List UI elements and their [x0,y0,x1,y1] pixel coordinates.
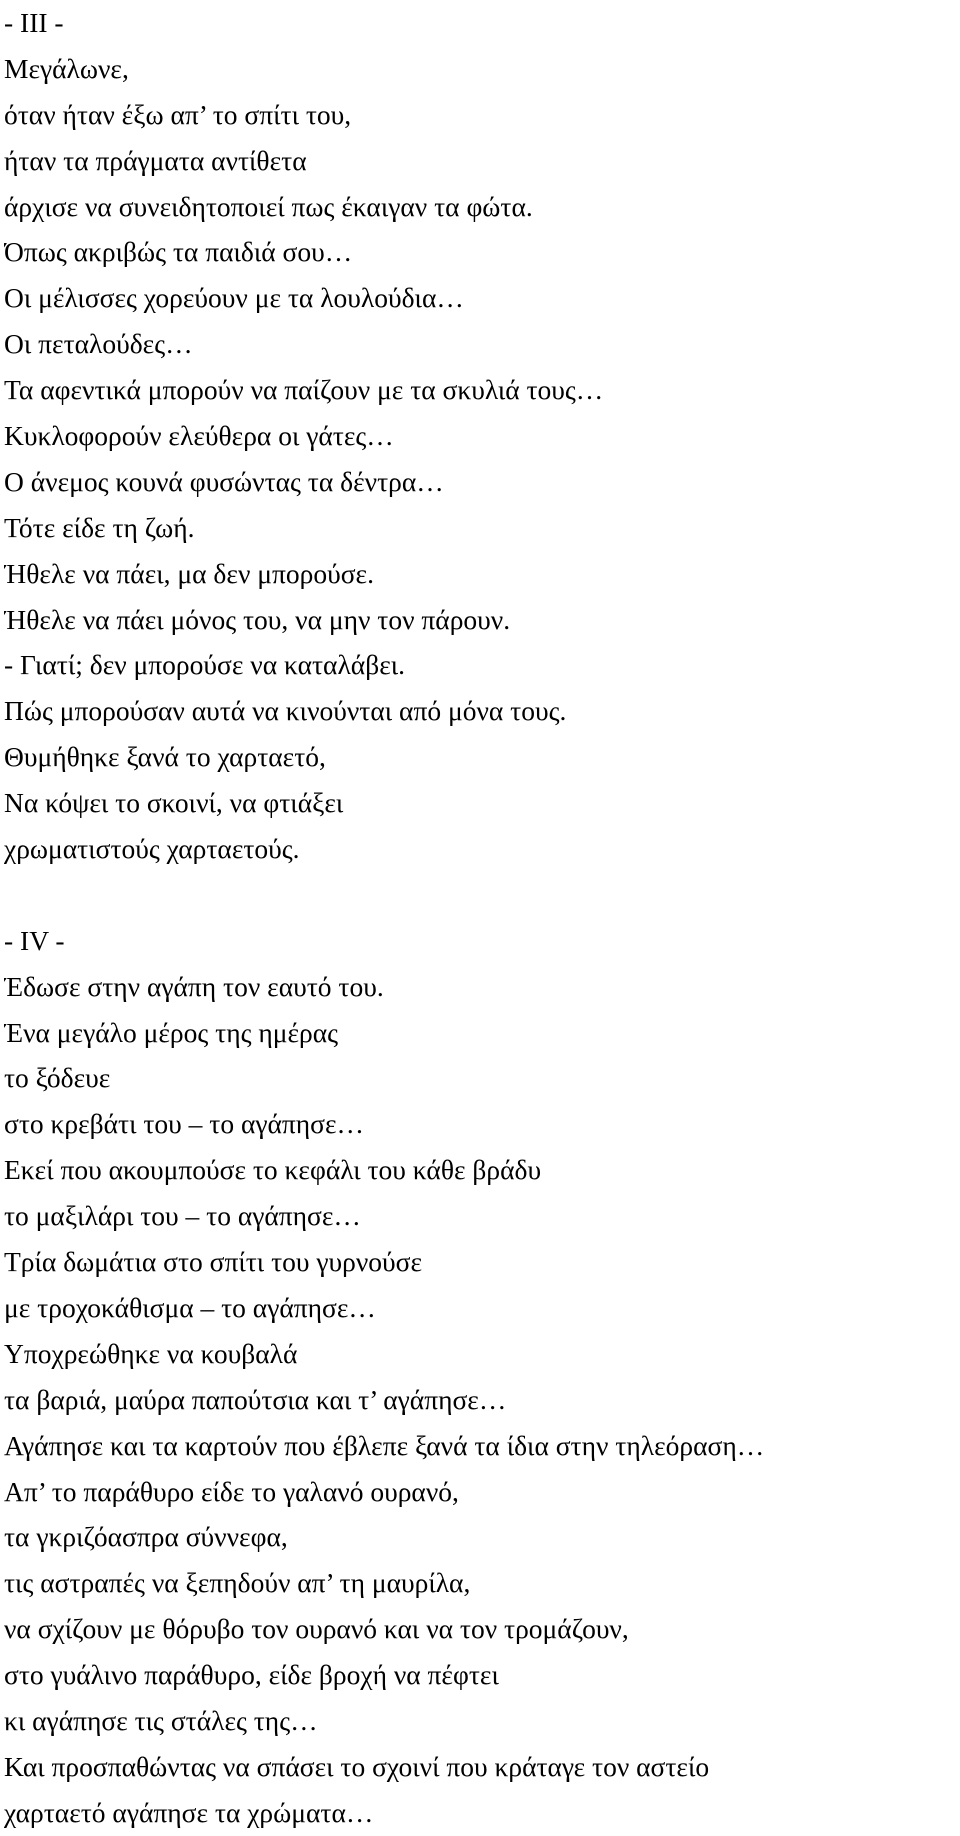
poem-line: Ήθελε να πάει μόνος του, να μην τον πάρουν. [4,603,511,635]
poem-line: τα βαριά, μαύρα παπούτσια και τ’ αγάπησε… [4,1383,507,1415]
poem-line: Ήθελε να πάει, μα δεν μπορούσε. [4,557,374,589]
poem-line: κι αγάπησε τις στάλες της… [4,1704,318,1736]
poem-line: τα γκριζόασπρα σύννεφα, [4,1521,288,1553]
poem-line: άρχισε να συνειδητοποιεί πως έκαιγαν τα φώτα. [4,190,533,222]
section-iii-heading: - III - [4,7,64,38]
poem-line: Να κόψει το σκοινί, να φτιάξει [4,787,344,819]
poem-line: Κυκλοφορούν ελεύθερα οι γάτες… [4,420,394,452]
poem-line: Απ’ το παράθυρο είδε το γαλανό ουρανό, [4,1475,459,1507]
poem-line: το μαξιλάρι του – το αγάπησε… [4,1200,361,1232]
poem-line: το ξόδευε [4,1062,111,1094]
stanza-gap [4,872,956,918]
poem-line: Ο άνεμος κουνά φυσώντας τα δέντρα… [4,465,444,497]
poem-line: τις αστραπές να ξεπηδούν απ’ τη μαυρίλα, [4,1567,471,1599]
poem-line: με τροχοκάθισμα – το αγάπησε… [4,1291,376,1323]
section-iv-heading: - IV - [4,924,65,956]
poem-line: Θυμήθηκε ξανά το χαρταετό, [4,741,326,773]
poem-line: Ένα μεγάλο μέρος της ημέρας [4,1016,339,1048]
poem-line: στο κρεβάτι του – το αγάπησε… [4,1108,365,1140]
poem-line: Τρία δωμάτια στο σπίτι του γυρνούσε [4,1246,423,1278]
poem-line: Υποχρεώθηκε να κουβαλά [4,1337,298,1369]
poem-line: όταν ήταν έξω απ’ το σπίτι του, [4,98,352,130]
poem-line: στο γυάλινο παράθυρο, είδε βροχή να πέφτει [4,1659,499,1691]
poem-line: Όπως ακριβώς τα παιδιά σου… [4,236,353,268]
poem-line: Πώς μπορούσαν αυτά να κινούνται από μόνα τους. [4,695,567,727]
poem-line: Τα αφεντικά μπορούν να παίζουν με τα σκυλιά τους… [4,374,604,406]
poem-line: ήταν τα πράγματα αντίθετα [4,144,307,176]
poem-line: Οι μέλισσες χορεύουν με τα λουλούδια… [4,282,464,314]
poem-line: Εκεί που ακουμπούσε το κεφάλι του κάθε βράδυ [4,1154,542,1186]
poem-line: Οι πεταλούδες… [4,328,193,360]
poem-line: να σχίζουν με θόρυβο τον ουρανό και να τον τρομάζουν, [4,1613,629,1645]
poem-line: χαρταετό αγάπησε τα χρώματα… [4,1796,374,1828]
poem-line: Αγάπησε και τα καρτούν που έβλεπε ξανά τα ίδια στην τηλεόραση… [4,1429,765,1461]
poem-line: Και προσπαθώντας να σπάσει το σχοινί που κράταγε τον αστείο [4,1750,710,1782]
poem-line: χρωματιστούς χαρταετούς. [4,833,300,865]
poem-line: Μεγάλωνε, [4,52,129,84]
poem-line: Τότε είδε τη ζωή. [4,511,195,543]
poem-line: Έδωσε στην αγάπη τον εαυτό του. [4,970,384,1002]
poem-line: - Γιατί; δεν μπορούσε να καταλάβει. [4,649,406,681]
poem-page [4,0,956,1836]
